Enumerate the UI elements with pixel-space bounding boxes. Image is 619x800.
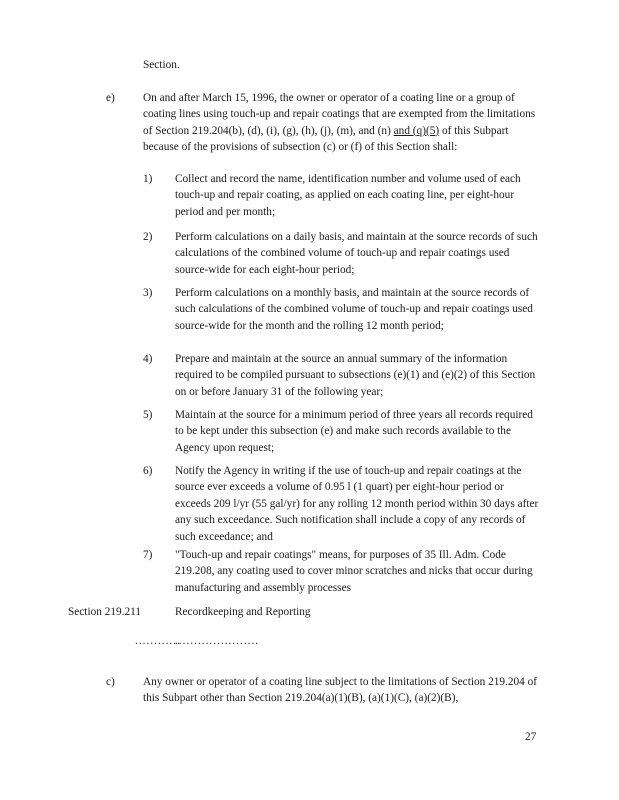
item-text: Prepare and maintain at the source an annual summary of the information required to be compiled pursuant to subsections (e)(1) and (e)(2) of this Section on or before January 31 of the following year; <box>175 353 536 398</box>
item-text: Perform calculations on a daily basis, and maintain at the source records of such calculations of the combined volume of touch-up and repair coatings used source-wide for each eight-hour period; <box>175 231 538 276</box>
section-continuation: Section. <box>143 59 180 71</box>
item-text: Collect and record the name, identification number and volume used of each touch-up and repair coating, as applied on each coating line, per eight-hour period and per month; <box>175 173 521 218</box>
item-text: Maintain at the source for a minimum period of three years all records required to be kept under this subsection (e) and make such records available to the Agency upon request; <box>175 409 533 454</box>
item-label: 2) <box>143 231 153 243</box>
item-text: "Touch-up and repair coatings" means, for purposes of 35 Ill. Adm. Code 219.208, any coating used to cover minor scratches and nicks that occur during manufacturing and assembly processes <box>175 549 533 594</box>
item-label: 3) <box>143 287 153 299</box>
page-number: 27 <box>525 731 537 743</box>
subsection-e-underlined: and (q)(5) <box>393 124 440 137</box>
item-label: 5) <box>143 409 153 421</box>
subsection-e-text <box>143 90 543 156</box>
subsection-e-label: e) <box>106 92 115 104</box>
item-text: Perform calculations on a monthly basis, and maintain at the source records of such calculations of the combined volume of touch-up and repair coatings used source-wide for the month and the rolling 12 month period; <box>175 287 533 332</box>
subsection-e-text-before: On and after March 15, 1996, the owner or operator of a coating line or a group of coating lines using touch-up and repair coatings that are exempted from the limitations of Section 219.204(b), (d), (i), (g), (h), (j), (m), and (n) <box>143 92 536 137</box>
item-label: 4) <box>143 353 153 365</box>
section-heading-number: Section 219.211 <box>68 606 142 618</box>
item-label: 6) <box>143 465 153 477</box>
section-heading-title: Recordkeeping and Reporting <box>175 606 311 618</box>
subsection-c-label: c) <box>106 676 115 688</box>
omission-dots-left: ............ <box>135 635 181 647</box>
item-text: Notify the Agency in writing if the use of touch-up and repair coatings at the source ever exceeds a volume of 0.95 l (1 quart) per eight-hour period or exceeds 209 l/yr (55 gal/yr) for any rolling 12 month period within 30 days after any such exceedance. Such notification shall include a copy of any records of such exceedance; and <box>175 465 539 543</box>
item-label: 7) <box>143 549 153 561</box>
subsection-e-text-after: of this Subpart because of the provisions of subsection (c) or (f) of this Section shall: <box>143 124 509 154</box>
subsection-c-text: Any owner or operator of a coating line subject to the limitations of Section 219.204 of this Subpart other than Section 219.204(a)(1)(B), (a)(1)(C), (a)(2)(B), <box>143 676 538 705</box>
item-label: 1) <box>143 173 153 185</box>
omission-dots-right: ...................... <box>175 635 260 647</box>
